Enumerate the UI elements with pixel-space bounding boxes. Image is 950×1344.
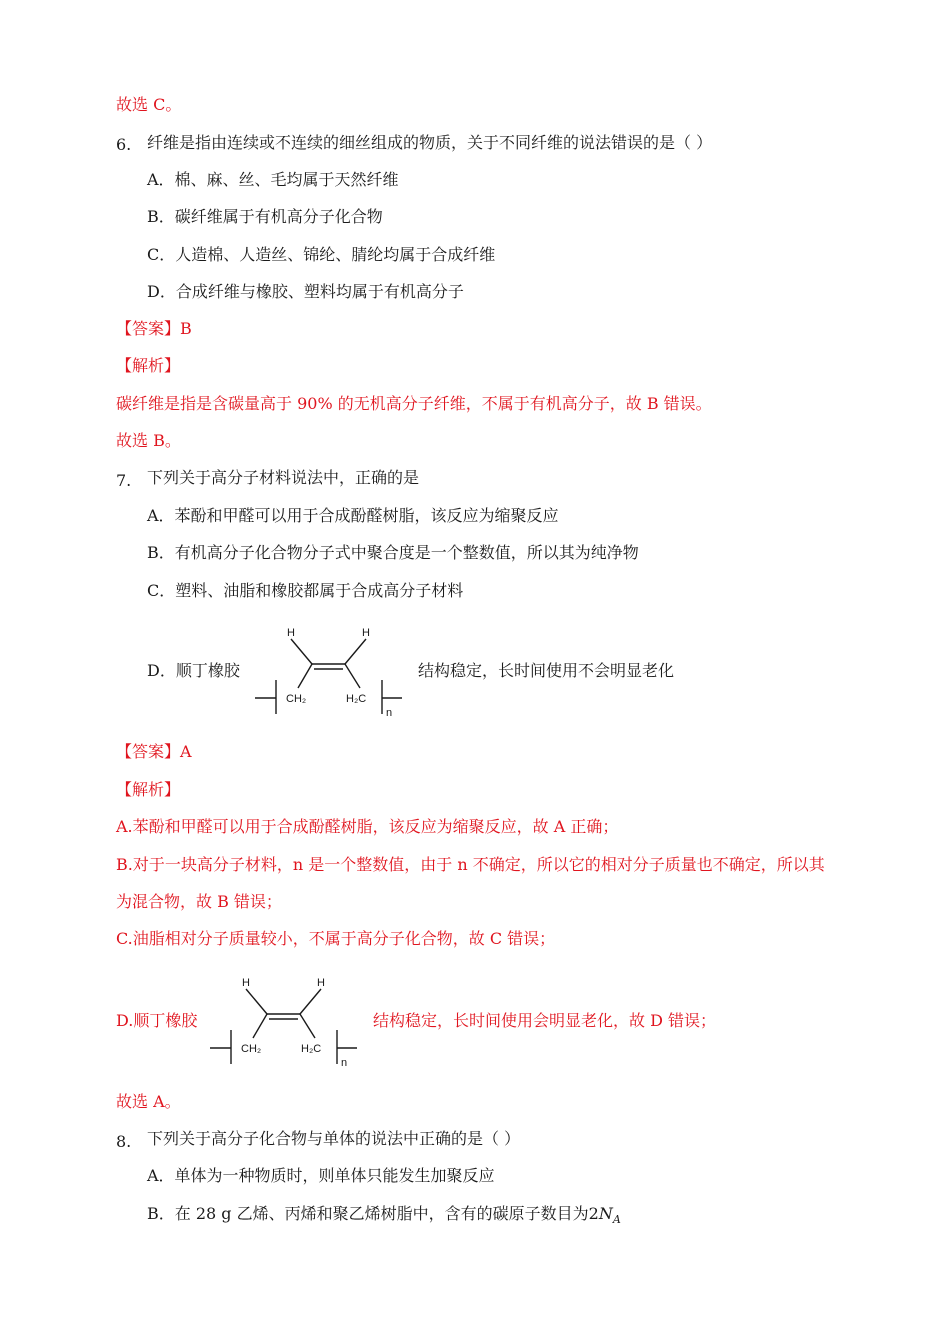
question-6-stem: 纤维是指由连续或不连续的细丝组成的物质，关于不同纤维的说法错误的是（ ） <box>147 133 713 152</box>
svg-text:H: H <box>317 977 325 989</box>
question-7-analysis-a: A.苯酚和甲醛可以用于合成酚醛树脂，该反应为缩聚反应，故 A 正确； <box>116 817 619 836</box>
question-6-option-d: D．合成纤维与橡胶、塑料均属于有机高分子 <box>147 282 464 301</box>
question-7-conclusion: 故选 A。 <box>116 1092 181 1111</box>
question-8-stem: 下列关于高分子化合物与单体的说法中正确的是（ ） <box>147 1129 521 1148</box>
question-7-option-b: B．有机高分子化合物分子式中聚合度是一个整数值，所以其为纯净物 <box>147 543 639 562</box>
svg-text:CH₂: CH₂ <box>241 1043 262 1055</box>
question-7-analysis-d-prefix: D.顺丁橡胶 <box>116 1011 198 1030</box>
question-7-number: 7. <box>116 471 132 490</box>
question-7-option-d-prefix: D．顺丁橡胶 <box>147 661 240 680</box>
question-6-conclusion: 故选 B。 <box>116 431 181 450</box>
conclusion-prev: 故选 C。 <box>116 95 182 114</box>
question-6-analysis-label: 【解析】 <box>116 356 181 375</box>
question-7-option-c: C．塑料、油脂和橡胶都属于合成高分子材料 <box>147 581 464 600</box>
question-7-analysis-c: C.油脂相对分子质量较小，不属于高分子化合物，故 C 错误； <box>116 929 556 948</box>
svg-text:H: H <box>242 977 250 989</box>
avogadro-formula: $2N_A$ <box>588 1204 621 1227</box>
question-7-option-d-suffix: 结构稳定，长时间使用不会明显老化 <box>418 661 675 680</box>
question-8-option-b <box>147 1203 621 1231</box>
svg-text:H₂C: H₂C <box>346 693 367 705</box>
question-8-number: 8. <box>116 1132 132 1151</box>
svg-text:n: n <box>386 707 393 717</box>
question-6-option-b: B．碳纤维属于有机高分子化合物 <box>147 207 383 226</box>
question-7-analysis-b2: 为混合物，故 B 错误； <box>116 892 282 911</box>
question-6-option-c: C．人造棉、人造丝、锦纶、腈纶均属于合成纤维 <box>147 245 496 264</box>
question-8-option-a: A．单体为一种物质时，则单体只能发生加聚反应 <box>147 1166 495 1185</box>
question-7-analysis-d-suffix: 结构稳定，长时间使用会明显老化，故 D 错误； <box>373 1011 717 1030</box>
svg-text:H₂C: H₂C <box>301 1043 322 1055</box>
cis-polybutadiene-structure-analysis <box>205 972 365 1067</box>
question-7-analysis-label: 【解析】 <box>116 780 181 799</box>
question-8-option-b-text: B．在 28 g 乙烯、丙烯和聚乙烯树脂中，含有的碳原子数目为 <box>147 1204 589 1223</box>
cis-polybutadiene-structure <box>250 622 410 717</box>
question-6-number: 6. <box>116 135 132 154</box>
question-7-option-a: A．苯酚和甲醛可以用于合成酚醛树脂，该反应为缩聚反应 <box>147 506 559 525</box>
question-6-analysis: 碳纤维是指是含碳量高于 90% 的无机高分子纤维，不属于有机高分子，故 B 错误。 <box>116 394 712 413</box>
question-6-answer: 【答案】B <box>116 319 192 338</box>
question-7-analysis-b1: B.对于一块高分子材料，n 是一个整数值，由于 n 不确定，所以它的相对分子质量也不确定，所以其 <box>116 855 825 874</box>
question-6-option-a: A．棉、麻、丝、毛均属于天然纤维 <box>147 170 399 189</box>
question-7-answer: 【答案】A <box>116 742 192 761</box>
svg-text:H: H <box>287 627 295 639</box>
svg-text:H: H <box>362 627 370 639</box>
question-7-stem: 下列关于高分子材料说法中，正确的是 <box>147 468 420 487</box>
svg-text:CH₂: CH₂ <box>286 693 307 705</box>
svg-text:n: n <box>341 1057 348 1067</box>
